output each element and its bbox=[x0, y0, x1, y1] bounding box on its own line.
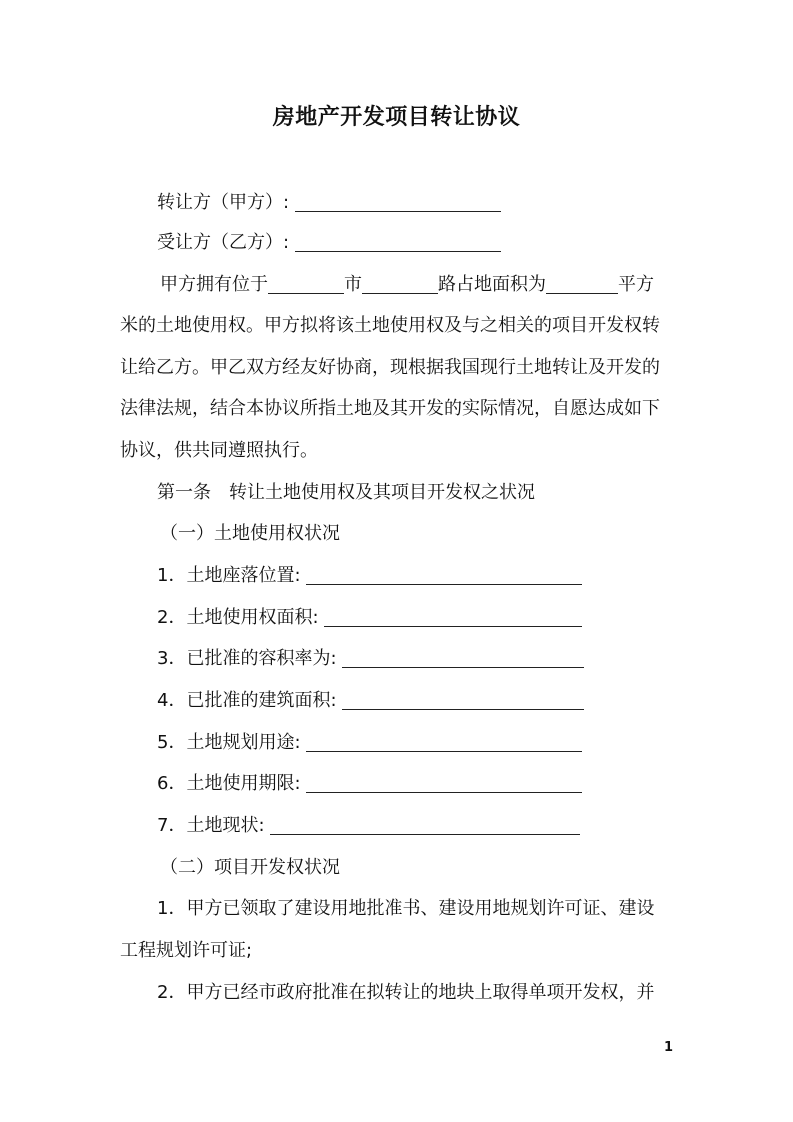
intro-line-3: 让给乙方。甲乙双方经友好协商，现根据我国现行土地转让及开发的 bbox=[120, 357, 660, 378]
party-b-line bbox=[157, 229, 501, 257]
intro-text: 路占地面积为 bbox=[438, 274, 546, 295]
party-a-label: 转让方（甲方）: bbox=[157, 192, 290, 213]
item-blank bbox=[342, 647, 584, 668]
item-label: 7．土地现状: bbox=[157, 815, 265, 836]
item-6 bbox=[157, 770, 582, 798]
dev-item-1a: 1．甲方已领取了建设用地批准书、建设用地规划许可证、建设 bbox=[157, 898, 655, 919]
area-blank bbox=[546, 273, 618, 294]
item-blank bbox=[342, 689, 584, 710]
item-label: 3．已批准的容积率为: bbox=[157, 648, 337, 669]
party-b-blank bbox=[295, 231, 501, 252]
item-5 bbox=[157, 729, 582, 757]
intro-text: 甲方拥有位于 bbox=[160, 274, 268, 295]
section-2-heading: （二）项目开发权状况 bbox=[160, 857, 340, 878]
item-2 bbox=[157, 604, 582, 632]
item-label: 1．土地座落位置: bbox=[157, 565, 301, 586]
dev-item-1b: 工程规划许可证; bbox=[120, 940, 253, 961]
item-7 bbox=[157, 812, 580, 840]
item-3 bbox=[157, 645, 584, 673]
item-blank bbox=[324, 606, 582, 627]
item-blank bbox=[306, 564, 582, 585]
item-blank bbox=[306, 731, 582, 752]
party-a-line bbox=[157, 189, 501, 217]
intro-line-4: 法律法规，结合本协议所指土地及其开发的实际情况，自愿达成如下 bbox=[120, 398, 660, 419]
item-blank bbox=[270, 814, 580, 835]
document-title: 房地产开发项目转让协议 bbox=[272, 105, 521, 130]
road-blank bbox=[362, 273, 438, 294]
article-1-heading: 第一条 转让土地使用权及其项目开发权之状况 bbox=[157, 482, 535, 503]
party-a-blank bbox=[295, 191, 501, 212]
intro-line-5: 协议，供共同遵照执行。 bbox=[120, 440, 318, 461]
city-blank bbox=[268, 273, 344, 294]
item-label: 6．土地使用期限: bbox=[157, 773, 301, 794]
item-label: 5．土地规划用途: bbox=[157, 732, 301, 753]
item-label: 4．已批准的建筑面积: bbox=[157, 690, 337, 711]
party-b-label: 受让方（乙方）: bbox=[157, 232, 290, 253]
item-1 bbox=[157, 562, 582, 590]
intro-line-2: 米的土地使用权。甲方拟将该土地使用权及与之相关的项目开发权转 bbox=[120, 315, 660, 336]
item-label: 2．土地使用权面积: bbox=[157, 607, 319, 628]
item-4 bbox=[157, 687, 584, 715]
item-blank bbox=[306, 772, 582, 793]
dev-item-2a: 2．甲方已经市政府批准在拟转让的地块上取得单项开发权，并 bbox=[157, 982, 655, 1003]
intro-line-1 bbox=[160, 271, 654, 299]
intro-text: 平方 bbox=[618, 274, 654, 295]
section-1-heading: （一）土地使用权状况 bbox=[160, 523, 340, 544]
page-number: 1 bbox=[664, 1040, 674, 1055]
intro-text: 市 bbox=[344, 274, 362, 295]
